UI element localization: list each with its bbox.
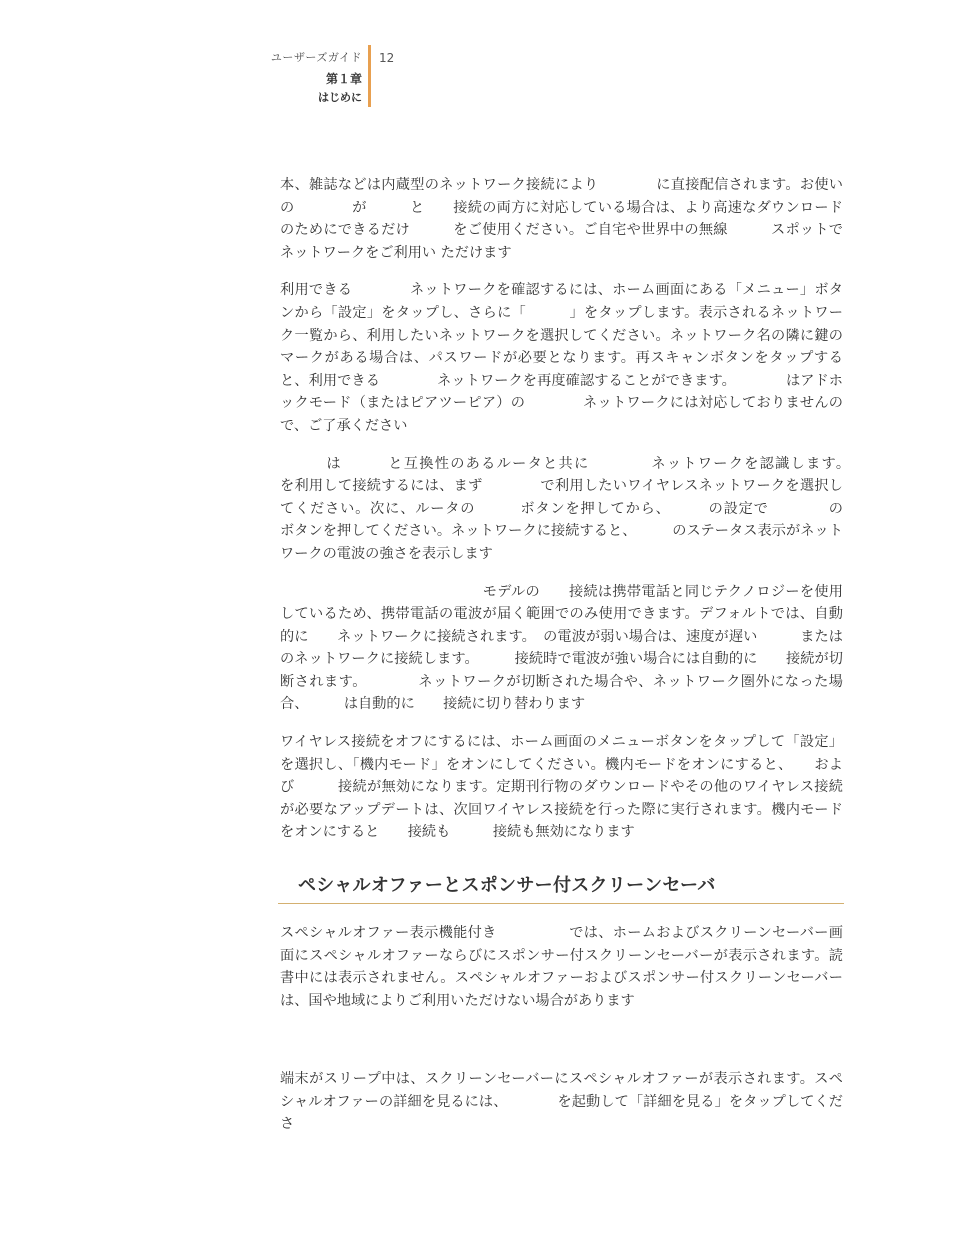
paragraph-3g: モデルの 接続は携帯電話と同じテクノロジーを使用しているため、携帯電話の電波が届く範囲でのみ使用できます。デフォルトでは、自動的に ネットワークに接続されます。 の電波が弱い場合は、速度が遅い または のネットワークに接続します。 接続時で電波が強い場合には自動的に 接続が切断されます。 ネットワークが切断された場合や、ネットワーク圏外になった場合、 は自動的に 接続に切り替わります [280, 583, 886, 713]
header-accent-bar [368, 45, 371, 107]
paragraph-wireless-delivery: 本、雑誌などは内蔵型のネットワーク接続により に直接配信されます。お使いの が と 接続の両方に対応している場合は、より高速なダウンロードのためにできるだけ をご使用ください。ご自宅や世界中の無線 スポットで ネットワークをご利用い ただけます [280, 177, 886, 261]
paragraph-special-offers: スペシャルオファー表示機能付き では、ホームおよびスクリーンセーバー画面にスペシャルオファーならびにスポンサー付スクリーンセーバーが表示されます。読書中には表示されません。スペシャルオファーおよびスポンサー付スクリーンセーバーは、国や地域によりご利用いただけない場合があります [280, 925, 843, 1009]
paragraph-airplane-mode: ワイヤレス接続をオフにするには、ホーム画面のメニューボタンをタップして「設定」を選択し、「機内モード」をオンにしてください。機内モードをオンにすると、 および 接続が無効になります。定期刊行物のダウンロードやその他のワイヤレス接続が必要なアップデートは、次回ワイヤレス接続を行った際に実行されます。機内モードをオンにすると 接続も 接続も無効になります [280, 734, 843, 841]
page-number: 12 [379, 51, 395, 65]
section-body-continued [280, 1068, 843, 1136]
paragraph-wifi-networks: 利用できる ネットワークを確認するには、ホーム画面にある「メニュー」ボタンから「設定」をタップし、さらに「 」をタップします。表示されるネットワーク一覧から、利用したいネットワークを選択してください。ネットワーク名の隣に鍵のマークがある場合は、パスワードが必要となります。再スキャンボタンをタップすると、利用できる ネットワークを再度確認することができます。 はアドホックモード（またはピアツーピア）の ネットワークには対応しておりませんので、ご了承ください [280, 282, 843, 434]
section-divider [278, 903, 844, 904]
paragraph-screensaver-offers: 端末がスリープ中は、スクリーンセーバーにスペシャルオファーが表示されます。スペシャルオファーの詳細を見るには、 を起動して「詳細を見る」をタップしてくださ [280, 1071, 843, 1133]
section-heading: ペシャルオファーとスポンサー付スクリーンセーバ [298, 875, 716, 896]
section-body [280, 922, 843, 1012]
chapter-title: はじめに [318, 91, 362, 104]
body-text [280, 174, 886, 844]
guide-title: ユーザーズガイド [270, 51, 362, 64]
running-header [240, 48, 362, 106]
chapter-number: 第１章 [325, 72, 362, 86]
paragraph-wps: は と互換性のあるルータと共に ネットワークを認識します。 を利用して接続するには、まず で利用したいワイヤレスネットワークを選択してください。次に、ルータの ボタンを押してから、 の設定で の ボタンを押してください。ネットワークに接続すると、 のステータス表示がネットワークの電波の強さを表示します [280, 455, 886, 562]
